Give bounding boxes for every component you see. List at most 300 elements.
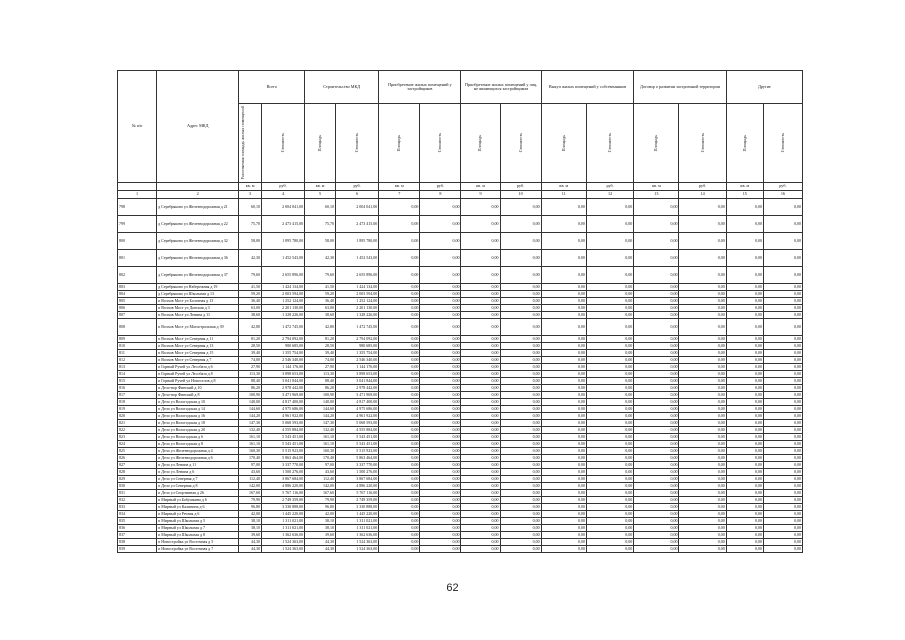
row-construction-cost: 2 473 415,00 [336, 216, 379, 233]
row-address: п Дело ул Северная д 8 [157, 483, 239, 490]
row-zero-area: 0,00 [461, 462, 500, 469]
row-construction-area: 38,60 [305, 312, 336, 319]
row-zero-area: 0,00 [461, 483, 500, 490]
row-number: 839 [118, 546, 157, 553]
row-zero-area: 0,00 [379, 539, 420, 546]
row-zero-cost: 0,00 [586, 483, 633, 490]
row-total-cost: 1 362 636,00 [261, 532, 304, 539]
row-total-cost: 2 794 092,00 [261, 336, 304, 343]
row-zero-cost: 0,00 [679, 284, 726, 291]
row-total-cost: 1 311 021,00 [261, 518, 304, 525]
row-zero-cost: 0,00 [586, 385, 633, 392]
row-zero-area: 0,00 [379, 490, 420, 497]
row-zero-cost: 0,00 [679, 406, 726, 413]
subheader-cost: Стоимость [420, 104, 461, 183]
table-row [118, 539, 803, 546]
row-zero-area: 0,00 [461, 378, 500, 385]
row-number: 814 [118, 371, 157, 378]
row-zero-area: 0,00 [726, 399, 763, 406]
row-address: п Дело ул Вологодская д 20 [157, 427, 239, 434]
row-zero-area: 0,00 [541, 371, 586, 378]
row-construction-cost: 980 685,00 [336, 343, 379, 350]
row-zero-area: 0,00 [726, 343, 763, 350]
row-total-cost: 4 555 884,00 [261, 427, 304, 434]
row-address: п Дело ул Вологодская д 18 [157, 420, 239, 427]
row-zero-cost: 0,00 [420, 312, 461, 319]
row-zero-cost: 0,00 [500, 511, 541, 518]
row-zero-area: 0,00 [541, 399, 586, 406]
row-number: 832 [118, 497, 157, 504]
row-zero-area: 0,00 [461, 267, 500, 284]
row-total-area: 79,60 [239, 267, 262, 284]
row-total-cost: 5 068 593,00 [261, 420, 304, 427]
row-zero-area: 0,00 [379, 392, 420, 399]
row-number: 817 [118, 392, 157, 399]
row-zero-area: 0,00 [634, 462, 679, 469]
row-construction-area: 81,20 [305, 336, 336, 343]
row-zero-cost: 0,00 [420, 350, 461, 357]
row-zero-area: 0,00 [726, 413, 763, 420]
row-zero-cost: 0,00 [763, 434, 802, 441]
row-zero-cost: 0,00 [586, 284, 633, 291]
row-zero-cost: 0,00 [679, 504, 726, 511]
row-total-area: 38,10 [239, 518, 262, 525]
row-zero-cost: 0,00 [420, 305, 461, 312]
row-total-cost: 1 445 220,00 [261, 511, 304, 518]
row-zero-area: 0,00 [634, 448, 679, 455]
header-construction: Строительство МКД [305, 71, 379, 104]
row-address: п Мирный ул Школьная д 5 [157, 518, 239, 525]
header-buy-developer: Приобретение жилых помещений у застройщиков [379, 71, 461, 104]
row-zero-area: 0,00 [541, 434, 586, 441]
row-zero-cost: 0,00 [500, 233, 541, 250]
table-row [118, 462, 803, 469]
row-zero-area: 0,00 [541, 490, 586, 497]
row-zero-area: 0,00 [726, 455, 763, 462]
row-zero-cost: 0,00 [500, 539, 541, 546]
row-total-area: 144,20 [239, 413, 262, 420]
row-construction-area: 28,50 [305, 343, 336, 350]
row-zero-cost: 0,00 [500, 413, 541, 420]
row-zero-area: 0,00 [461, 420, 500, 427]
row-zero-area: 0,00 [541, 441, 586, 448]
row-total-area: 27,90 [239, 364, 262, 371]
row-address: п Дело-вор Финский д 10 [157, 385, 239, 392]
row-zero-cost: 0,00 [679, 312, 726, 319]
row-zero-area: 0,00 [461, 357, 500, 364]
row-zero-cost: 0,00 [500, 284, 541, 291]
row-number: 806 [118, 305, 157, 312]
row-construction-cost: 2 546 340,00 [336, 357, 379, 364]
row-zero-area: 0,00 [634, 399, 679, 406]
row-total-area: 160,30 [239, 448, 262, 455]
row-zero-area: 0,00 [726, 525, 763, 532]
row-construction-cost: 1 524 363,00 [336, 546, 379, 553]
row-number: 831 [118, 490, 157, 497]
row-total-area: 43,60 [239, 469, 262, 476]
row-zero-area: 0,00 [726, 305, 763, 312]
row-total-cost: 2 546 340,00 [261, 357, 304, 364]
row-construction-area: 38,10 [305, 525, 336, 532]
row-zero-cost: 0,00 [679, 267, 726, 284]
row-zero-cost: 0,00 [586, 476, 633, 483]
row-zero-area: 0,00 [634, 305, 679, 312]
row-total-area: 144,60 [239, 406, 262, 413]
row-number: 803 [118, 284, 157, 291]
column-number: 3 [239, 191, 262, 199]
row-zero-cost: 0,00 [586, 216, 633, 233]
row-zero-area: 0,00 [379, 511, 420, 518]
row-zero-cost: 0,00 [500, 462, 541, 469]
row-zero-area: 0,00 [726, 378, 763, 385]
row-zero-cost: 0,00 [500, 385, 541, 392]
row-construction-cost: 5 068 593,00 [336, 420, 379, 427]
row-zero-area: 0,00 [461, 455, 500, 462]
row-zero-cost: 0,00 [420, 476, 461, 483]
row-number: 820 [118, 413, 157, 420]
row-zero-area: 0,00 [541, 469, 586, 476]
page-number: 62 [446, 582, 459, 594]
subheader-cost: Стоимость [679, 104, 726, 183]
row-zero-cost: 0,00 [763, 532, 802, 539]
row-zero-area: 0,00 [634, 291, 679, 298]
subheader-area: Площадь [634, 104, 679, 183]
table-row [118, 490, 803, 497]
row-total-area: 96,80 [239, 504, 262, 511]
row-zero-cost: 0,00 [679, 199, 726, 216]
row-total-area: 161,10 [239, 434, 262, 441]
row-zero-cost: 0,00 [586, 319, 633, 336]
row-zero-cost: 0,00 [420, 539, 461, 546]
row-zero-cost: 0,00 [763, 399, 802, 406]
row-construction-area: 161,10 [305, 441, 336, 448]
row-zero-area: 0,00 [379, 525, 420, 532]
unit-cell: руб. [336, 183, 379, 191]
row-total-cost: 2 003 594,00 [261, 291, 304, 298]
row-construction-area: 63,00 [305, 305, 336, 312]
row-construction-area: 44,30 [305, 546, 336, 553]
row-zero-cost: 0,00 [500, 312, 541, 319]
row-construction-cost: 3 330 888,00 [336, 504, 379, 511]
row-total-cost: 3 471 969,00 [261, 392, 304, 399]
row-total-area: 88,40 [239, 378, 262, 385]
row-zero-cost: 0,00 [420, 399, 461, 406]
row-address: п Мирный ул Школьная д 7 [157, 525, 239, 532]
row-construction-area: 42,00 [305, 511, 336, 518]
row-zero-cost: 0,00 [679, 305, 726, 312]
row-total-area: 36,40 [239, 298, 262, 305]
table-row [118, 312, 803, 319]
row-zero-cost: 0,00 [763, 497, 802, 504]
column-number: 6 [336, 191, 379, 199]
row-zero-area: 0,00 [379, 350, 420, 357]
table-row [118, 469, 803, 476]
row-zero-area: 0,00 [726, 199, 763, 216]
row-zero-area: 0,00 [461, 312, 500, 319]
row-total-area: 140,00 [239, 399, 262, 406]
row-total-area: 42,30 [239, 250, 262, 267]
row-zero-cost: 0,00 [586, 532, 633, 539]
row-zero-cost: 0,00 [420, 267, 461, 284]
row-total-area: 63,00 [239, 305, 262, 312]
row-zero-cost: 0,00 [679, 525, 726, 532]
row-zero-cost: 0,00 [763, 312, 802, 319]
row-zero-area: 0,00 [541, 216, 586, 233]
row-construction-area: 112,40 [305, 476, 336, 483]
row-zero-area: 0,00 [541, 483, 586, 490]
row-address: п Дело ул Ленина д 11 [157, 462, 239, 469]
row-zero-area: 0,00 [634, 336, 679, 343]
row-zero-cost: 0,00 [420, 357, 461, 364]
row-zero-cost: 0,00 [420, 250, 461, 267]
column-number: 8 [420, 191, 461, 199]
row-zero-area: 0,00 [634, 413, 679, 420]
row-address: п Волхов Мост ул Северная д 11 [157, 336, 239, 343]
row-zero-area: 0,00 [634, 539, 679, 546]
row-total-cost: 1 524 363,00 [261, 539, 304, 546]
row-zero-cost: 0,00 [679, 343, 726, 350]
row-address: п Дело ул Ленина д 6 [157, 469, 239, 476]
row-zero-area: 0,00 [726, 539, 763, 546]
row-zero-area: 0,00 [541, 539, 586, 546]
row-zero-area: 0,00 [726, 497, 763, 504]
row-zero-area: 0,00 [379, 532, 420, 539]
row-zero-cost: 0,00 [586, 399, 633, 406]
row-zero-area: 0,00 [726, 291, 763, 298]
row-construction-cost: 2 978 442,00 [336, 385, 379, 392]
row-zero-area: 0,00 [726, 532, 763, 539]
row-zero-area: 0,00 [634, 427, 679, 434]
row-zero-area: 0,00 [379, 267, 420, 284]
row-zero-cost: 0,00 [586, 291, 633, 298]
row-zero-cost: 0,00 [586, 504, 633, 511]
unit-cell: руб. [679, 183, 726, 191]
row-zero-cost: 0,00 [763, 250, 802, 267]
row-zero-area: 0,00 [461, 490, 500, 497]
row-zero-area: 0,00 [726, 298, 763, 305]
row-zero-area: 0,00 [634, 250, 679, 267]
row-zero-cost: 0,00 [763, 455, 802, 462]
row-zero-cost: 0,00 [679, 364, 726, 371]
subheader-cost: Стоимость [261, 104, 304, 183]
row-total-area: 38,60 [239, 312, 262, 319]
row-construction-cost: 1 424 134,00 [336, 284, 379, 291]
row-zero-cost: 0,00 [679, 385, 726, 392]
row-zero-area: 0,00 [541, 284, 586, 291]
table-row [118, 364, 803, 371]
row-zero-area: 0,00 [634, 511, 679, 518]
row-zero-cost: 0,00 [679, 462, 726, 469]
row-zero-area: 0,00 [379, 455, 420, 462]
row-zero-area: 0,00 [379, 298, 420, 305]
unit-cell: руб. [500, 183, 541, 191]
row-zero-area: 0,00 [634, 469, 679, 476]
table-row [118, 532, 803, 539]
row-zero-cost: 0,00 [586, 343, 633, 350]
row-number: 811 [118, 350, 157, 357]
row-zero-area: 0,00 [541, 497, 586, 504]
row-construction-cost: 1 328 226,00 [336, 312, 379, 319]
row-total-cost: 2 978 442,00 [261, 385, 304, 392]
row-address: п Волхов Мост ул Болотная д 13 [157, 298, 239, 305]
row-total-cost: 1 311 021,00 [261, 525, 304, 532]
row-zero-cost: 0,00 [586, 199, 633, 216]
row-zero-area: 0,00 [379, 233, 420, 250]
row-zero-cost: 0,00 [679, 420, 726, 427]
row-zero-cost: 0,00 [420, 371, 461, 378]
row-zero-area: 0,00 [726, 448, 763, 455]
row-zero-area: 0,00 [726, 469, 763, 476]
row-zero-cost: 0,00 [763, 483, 802, 490]
row-zero-cost: 0,00 [763, 406, 802, 413]
row-zero-area: 0,00 [726, 434, 763, 441]
row-total-cost: 1 424 134,00 [261, 284, 304, 291]
row-construction-area: 160,30 [305, 448, 336, 455]
row-zero-cost: 0,00 [763, 525, 802, 532]
row-zero-cost: 0,00 [679, 455, 726, 462]
table-row [118, 350, 803, 357]
column-number: 12 [586, 191, 633, 199]
row-total-cost: 3 867 684,00 [261, 476, 304, 483]
row-zero-cost: 0,00 [500, 250, 541, 267]
row-construction-area: 60,10 [305, 199, 336, 216]
row-number: 821 [118, 420, 157, 427]
row-zero-cost: 0,00 [420, 233, 461, 250]
row-construction-area: 59,20 [305, 291, 336, 298]
row-number: 822 [118, 427, 157, 434]
row-zero-area: 0,00 [541, 392, 586, 399]
row-zero-area: 0,00 [379, 434, 420, 441]
row-zero-area: 0,00 [461, 448, 500, 455]
row-zero-area: 0,00 [461, 250, 500, 267]
row-total-area: 41,50 [239, 284, 262, 291]
row-zero-area: 0,00 [634, 434, 679, 441]
row-zero-area: 0,00 [634, 343, 679, 350]
row-zero-cost: 0,00 [500, 371, 541, 378]
row-zero-area: 0,00 [461, 199, 500, 216]
row-zero-cost: 0,00 [420, 378, 461, 385]
row-zero-area: 0,00 [461, 350, 500, 357]
row-total-area: 81,20 [239, 336, 262, 343]
row-zero-area: 0,00 [541, 413, 586, 420]
row-construction-area: 79,90 [305, 497, 336, 504]
row-zero-cost: 0,00 [586, 250, 633, 267]
table-row [118, 357, 803, 364]
row-zero-cost: 0,00 [679, 413, 726, 420]
row-zero-cost: 0,00 [763, 385, 802, 392]
row-construction-cost: 1 144 176,00 [336, 364, 379, 371]
row-zero-cost: 0,00 [500, 378, 541, 385]
row-zero-cost: 0,00 [679, 497, 726, 504]
row-zero-cost: 0,00 [679, 216, 726, 233]
header-development: Договор о развитии застроенной территории [634, 71, 727, 104]
row-address: п Новостройка ул Восточная д 5 [157, 539, 239, 546]
row-zero-area: 0,00 [726, 371, 763, 378]
row-construction-cost: 2 003 594,00 [336, 291, 379, 298]
row-zero-area: 0,00 [379, 319, 420, 336]
row-zero-area: 0,00 [726, 284, 763, 291]
row-zero-cost: 0,00 [586, 406, 633, 413]
row-construction-area: 74,00 [305, 357, 336, 364]
row-construction-area: 39,40 [305, 350, 336, 357]
row-zero-area: 0,00 [541, 233, 586, 250]
row-zero-cost: 0,00 [500, 448, 541, 455]
row-zero-area: 0,00 [541, 343, 586, 350]
row-zero-area: 0,00 [461, 497, 500, 504]
row-zero-area: 0,00 [634, 364, 679, 371]
row-construction-cost: 4 817 400,00 [336, 399, 379, 406]
row-zero-cost: 0,00 [679, 250, 726, 267]
row-zero-cost: 0,00 [586, 490, 633, 497]
row-zero-area: 0,00 [461, 476, 500, 483]
row-zero-area: 0,00 [541, 406, 586, 413]
table-row [118, 525, 803, 532]
row-total-cost: 4 975 686,00 [261, 406, 304, 413]
row-zero-area: 0,00 [634, 385, 679, 392]
table-row [118, 476, 803, 483]
row-zero-area: 0,00 [541, 455, 586, 462]
row-number: 838 [118, 539, 157, 546]
row-zero-cost: 0,00 [679, 399, 726, 406]
table-row [118, 497, 803, 504]
row-number: 836 [118, 525, 157, 532]
table-row [118, 378, 803, 385]
row-zero-cost: 0,00 [586, 469, 633, 476]
row-zero-area: 0,00 [541, 305, 586, 312]
row-zero-area: 0,00 [379, 406, 420, 413]
row-number: 812 [118, 357, 157, 364]
row-zero-area: 0,00 [461, 539, 500, 546]
row-zero-area: 0,00 [379, 441, 420, 448]
row-zero-cost: 0,00 [500, 364, 541, 371]
row-zero-area: 0,00 [726, 511, 763, 518]
row-construction-cost: 3 337 770,00 [336, 462, 379, 469]
row-zero-area: 0,00 [461, 371, 500, 378]
column-number: 10 [500, 191, 541, 199]
row-zero-cost: 0,00 [679, 518, 726, 525]
row-zero-area: 0,00 [541, 298, 586, 305]
row-zero-cost: 0,00 [500, 267, 541, 284]
row-zero-cost: 0,00 [679, 336, 726, 343]
row-address: д Серебряково ул Железнодорожная д 32 [157, 233, 239, 250]
row-address: п Дело ул Северная д 7 [157, 476, 239, 483]
row-zero-cost: 0,00 [586, 441, 633, 448]
row-zero-cost: 0,00 [679, 441, 726, 448]
row-zero-cost: 0,00 [420, 483, 461, 490]
unit-cell: руб. [261, 183, 304, 191]
row-total-cost: 2 749 359,00 [261, 497, 304, 504]
row-zero-area: 0,00 [379, 504, 420, 511]
row-zero-cost: 0,00 [500, 504, 541, 511]
header-other: Другие [726, 71, 802, 104]
row-zero-cost: 0,00 [586, 233, 633, 250]
row-zero-cost: 0,00 [586, 378, 633, 385]
row-number: 837 [118, 532, 157, 539]
row-zero-area: 0,00 [726, 312, 763, 319]
row-zero-area: 0,00 [726, 441, 763, 448]
row-construction-area: 140,00 [305, 399, 336, 406]
row-number: 834 [118, 511, 157, 518]
row-zero-cost: 0,00 [763, 199, 802, 216]
row-zero-cost: 0,00 [763, 284, 802, 291]
row-zero-area: 0,00 [379, 483, 420, 490]
table-row [118, 216, 803, 233]
row-zero-area: 0,00 [726, 336, 763, 343]
unit-cell: кв. м [239, 183, 262, 191]
subheader-cost: Стоимость [500, 104, 541, 183]
row-number: 827 [118, 462, 157, 469]
row-zero-area: 0,00 [634, 319, 679, 336]
